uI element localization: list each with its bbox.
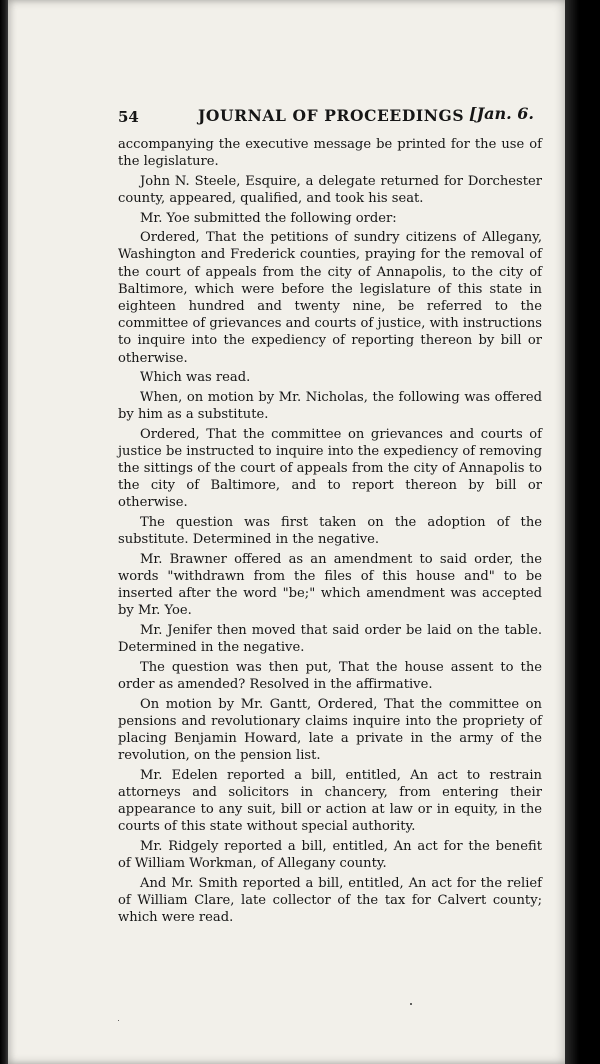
paragraph-substitute-vote: The question was first taken on the adoption of the substitute. Determined in the negative. (118, 515, 542, 548)
paragraph-continuation: accompanying the executive message be printed for the use of the legislature. (118, 137, 542, 170)
paragraph-jenifer-motion: Mr. Jenifer then moved that said order be laid on the table. Determined in the negative. (118, 623, 542, 656)
page-body-text (118, 136, 542, 929)
paragraph-which-was-read: Which was read. (140, 370, 251, 386)
running-title: JOURNAL OF PROCEEDINGS (198, 106, 465, 125)
paragraph-smith-bill: And Mr. Smith reported a bill, entitled, An act for the relief of William Clare, late collector of the tax for Calvert county; which were read. (118, 875, 542, 926)
paragraph-steele-seated: John N. Steele, Esquire, a delegate returned for Dorchester county, appeared, qualified, and took his seat. (118, 173, 542, 206)
right-page-edge-shadow (565, 0, 600, 1064)
paragraph-yoe-order-intro: Mr. Yoe submitted the following order: (140, 210, 397, 226)
paragraph-ridgely-bill: Mr. Ridgely reported a bill, entitled, An act for the benefit of William Workman, of Allegany county. (118, 839, 542, 872)
paragraph-yoe-order: Ordered, That the petitions of sundry citizens of Allegany, Washington and Frederick counties, praying for the removal of the court of appeals from the city of Annapolis, to the city of Baltimore, which were before the legislature of this state in eighteen hundred and twenty nine, be referred to the committee of grievances and courts of justice, with instructions to inquire into the expediency of reporting thereon by bill or otherwise. (118, 230, 542, 366)
left-page-edge-shadow (0, 0, 8, 1064)
page-number: 54 (118, 108, 139, 126)
paper-speck (410, 1003, 412, 1005)
paragraph-edelen-bill: Mr. Edelen reported a bill, entitled, An act to restrain attorneys and solicitors in chancery, from entering their appearance to any suit, bill or action at law or in equity, in the courts of this state without special authority. (118, 767, 542, 835)
paragraph-brawner-amendment: Mr. Brawner offered as an amendment to said order, the words "withdrawn from the files of this house and" to be inserted after the word "be;" which amendment was accepted by Mr. Yoe. (118, 551, 542, 619)
paragraph-nicholas-motion: When, on motion by Mr. Nicholas, the following was offered by him as a substitute. (118, 389, 542, 422)
paragraph-gantt-order: On motion by Mr. Gantt, Ordered, That the committee on pensions and revolutionary claims inquire into the propriety of placing Benjamin Howard, late a private in the army of the revolution, on the pension list. (118, 696, 542, 764)
header-date: [Jan. 6. (469, 104, 534, 123)
page-header (118, 104, 540, 128)
paper-speck (118, 1020, 119, 1021)
paragraph-substitute-order: Ordered, That the committee on grievances and courts of justice be instructed to inquire into the expediency of removing the sittings of the court of appeals from the city of Annapolis to the city of Baltimore, and to report thereon by bill or otherwise. (118, 426, 542, 511)
paragraph-assent-question: The question was then put, That the house assent to the order as amended? Resolved in the affirmative. (118, 659, 542, 692)
